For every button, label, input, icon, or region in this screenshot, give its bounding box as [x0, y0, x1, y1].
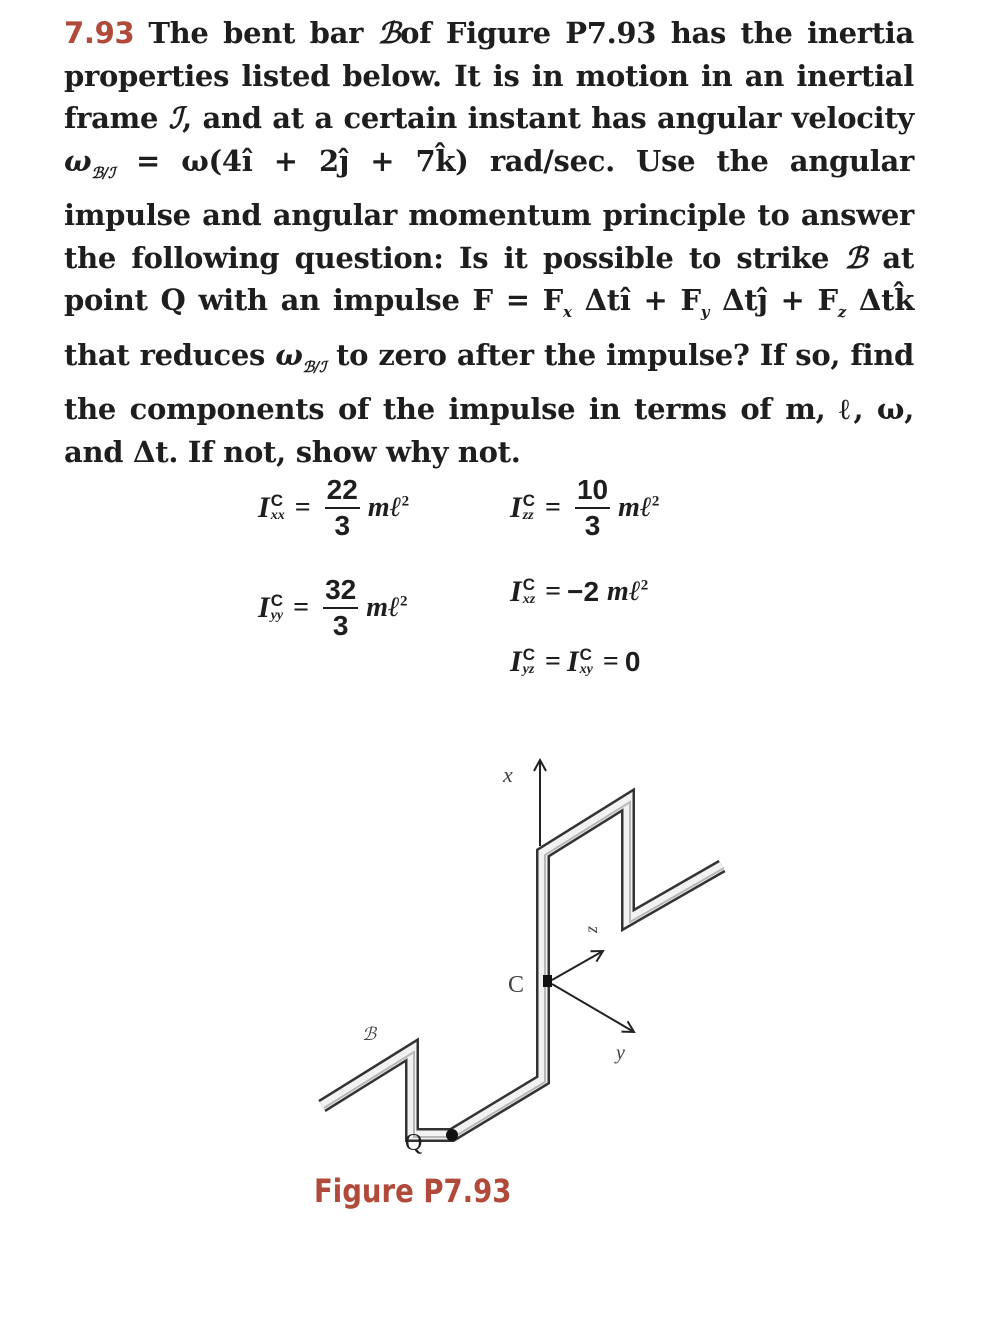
y-axis-label: y [616, 1042, 625, 1064]
figure-caption: Figure P7.93 [314, 1172, 512, 1210]
point-q-label: Q [405, 1130, 423, 1156]
center-c-marker [543, 975, 552, 987]
body-label: ℬ [362, 1024, 377, 1044]
inertia-izz: I C zz = $\frac{10}{3}$ mℓ$^2$ [510, 474, 660, 541]
inertia-ixx: I C xx = $\frac{22}{3}$ mℓ$^2$ [258, 474, 410, 541]
problem-statement: 7.93 The bent bar ℬof Figure P7.93 has the inertia properties listed below. It is in motion in an inertial frame ℐ, and at a certain instant has angular velocity $\omega_{ℬ/ℐ}$ = ω(4î + 2ĵ + 7k̂) rad/sec. Use the angular impulse and angular momentum principle to answer the following question: Is it possible to strike ℬ at point Q with an impulse $F = F_x$ Δtî + $F_y$ Δtĵ + $F_z$ Δtk̂ that reduces $\omega_{ℬ/ℐ}$ to zero after the impulse? If so, find the components of the impulse in terms of m, ℓ, ω, and Δt. If not, show why not. [64, 16, 914, 469]
y-axis-arrow [552, 984, 634, 1032]
point-q-marker [446, 1129, 458, 1141]
z-axis-arrow [552, 951, 603, 980]
inertia-iyz-ixy: I C yz = I C xy = 0 [510, 645, 641, 678]
bent-bar [322, 800, 724, 1137]
inertia-iyy: I C yy = $\frac{32}{3}$ mℓ$^2$ [258, 574, 408, 641]
problem-number: 7.93 [64, 16, 135, 50]
z-axis-label: z [581, 925, 601, 933]
x-axis-label: x [503, 762, 513, 787]
point-c-label: C [508, 972, 525, 998]
inertia-ixz: I C xz = −2 mℓ$^2$ [510, 575, 649, 608]
